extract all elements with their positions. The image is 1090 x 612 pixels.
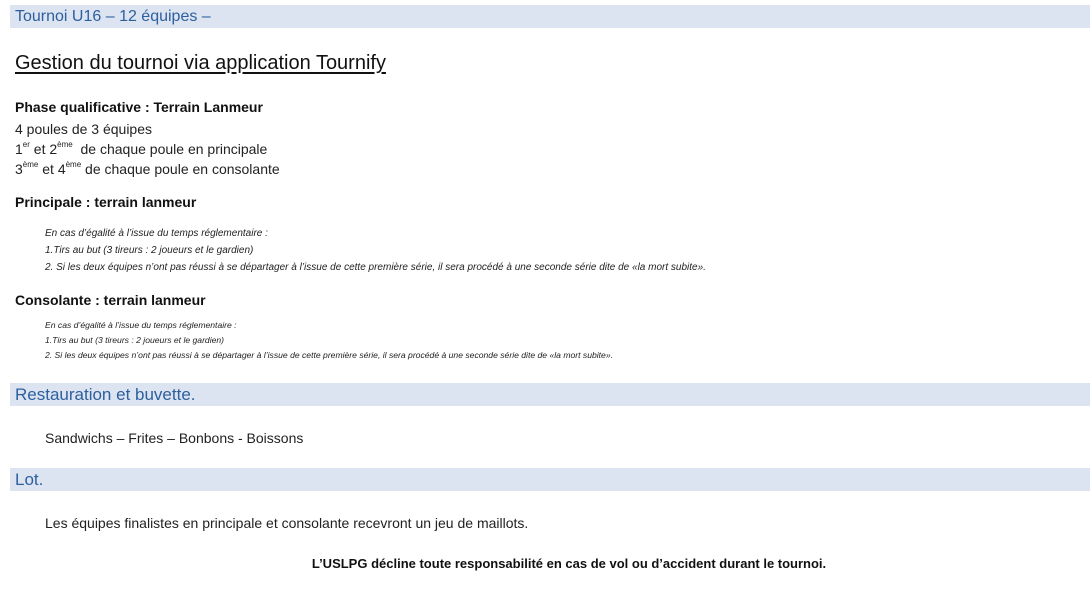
qualif-line-2-post: de chaque poule en principale: [72, 141, 268, 157]
principale-heading: Principale : terrain lanmeur: [15, 194, 197, 210]
qualif-line-2-pre: 1: [15, 141, 23, 157]
restauration-heading: Restauration et buvette.: [15, 385, 196, 404]
qualif-line-2-mid: et 2: [29, 141, 58, 157]
consolante-heading: Consolante : terrain lanmeur: [15, 292, 206, 308]
qualif-line-2-sup-2: ème: [57, 140, 73, 150]
qualif-line-3-pre: 3: [15, 161, 23, 177]
lot-band: [10, 468, 1090, 491]
consolante-rule-2: 2. Si les deux équipes n’ont pas réussi à se départager à l’issue de cette première série, il sera procédé à une seconde série dite de «la mort subite».: [45, 350, 613, 360]
qualif-line-3-sup-1: ème: [22, 160, 39, 170]
principale-rule-2: 2. Si les deux équipes n’ont pas réussi à se départager à l’issue de cette première série, il sera procédé à une seconde série dite de «la mort subite».: [45, 262, 706, 273]
principale-rule-intro: En cas d’égalité à l’issue du temps réglementaire :: [45, 228, 268, 239]
lot-heading: Lot.: [15, 470, 44, 489]
main-title: Gestion du tournoi via application Tournify: [15, 52, 386, 74]
principale-rule-1: 1.Tirs au but (3 tireurs : 2 joueurs et le gardien): [45, 245, 254, 256]
qualif-line-2: [15, 141, 267, 157]
qualif-line-1: 4 poules de 3 équipes: [15, 121, 152, 137]
qualif-line-3-sup-2: ème: [65, 160, 82, 170]
qualif-line-3-post: de chaque poule en consolante: [81, 161, 280, 177]
qualif-heading: Phase qualificative : Terrain Lanmeur: [15, 99, 263, 115]
document-header-title: Tournoi U16 – 12 équipes –: [15, 8, 211, 25]
qualif-line-3: [15, 161, 280, 177]
qualif-line-3-mid: et 4: [38, 161, 66, 177]
restauration-text: Sandwichs – Frites – Bonbons - Boissons: [45, 430, 304, 446]
qualif-line-2-sup-1: er: [22, 140, 30, 150]
disclaimer: L’USLPG décline toute responsabilité en cas de vol ou d’accident durant le tournoi.: [311, 556, 827, 571]
consolante-rule-intro: En cas d’égalité à l’issue du temps réglementaire :: [45, 320, 237, 330]
lot-text: Les équipes finalistes en principale et consolante recevront un jeu de maillots.: [45, 515, 529, 531]
consolante-rule-1: 1.Tirs au but (3 tireurs : 2 joueurs et le gardien): [45, 335, 225, 345]
